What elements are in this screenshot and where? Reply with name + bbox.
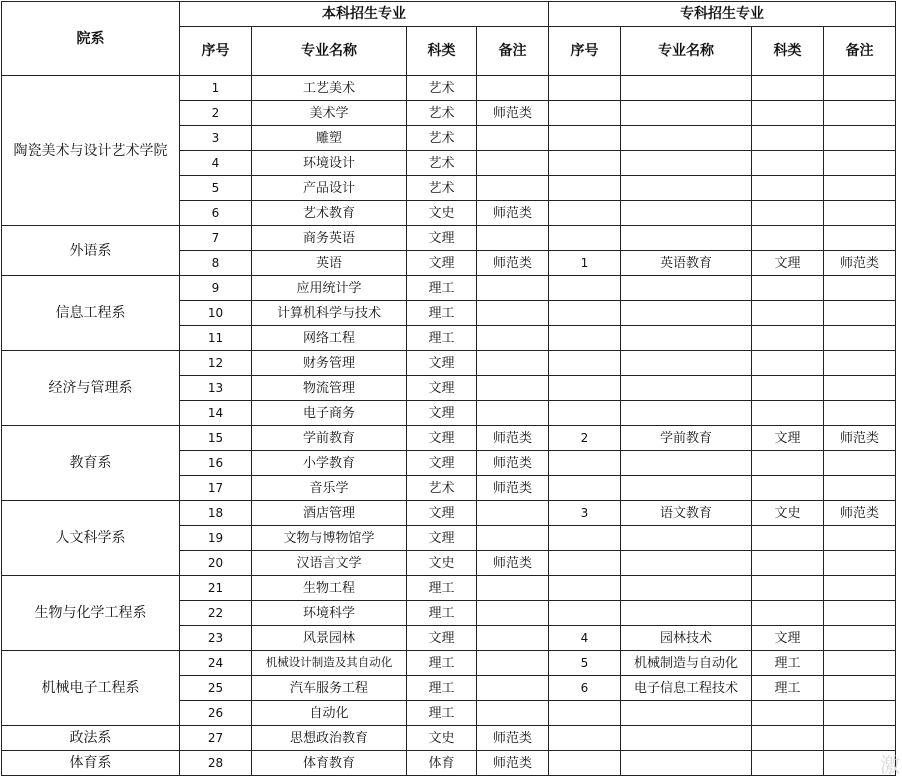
major-cell: 财务管理 — [252, 351, 407, 376]
remark-cell — [477, 276, 549, 301]
college-seq-cell: 3 — [549, 501, 621, 526]
major-cell: 机械设计制造及其自动化 — [252, 651, 407, 676]
college-category-cell — [752, 526, 824, 551]
college-remark-cell — [824, 651, 896, 676]
dept-header: 院系 — [2, 2, 180, 76]
major-cell: 电子商务 — [252, 401, 407, 426]
dept-cell: 机械电子工程系 — [2, 651, 180, 726]
college-remark-cell — [824, 626, 896, 651]
table-row — [2, 276, 896, 301]
college-category-header: 科类 — [752, 27, 824, 76]
undergrad-category-header: 科类 — [407, 27, 477, 76]
college-remark-cell — [824, 476, 896, 501]
major-cell: 思想政治教育 — [252, 726, 407, 751]
major-cell: 商务英语 — [252, 226, 407, 251]
college-major-cell: 学前教育 — [621, 426, 752, 451]
remark-cell — [477, 676, 549, 701]
college-category-cell — [752, 376, 824, 401]
category-cell: 文理 — [407, 251, 477, 276]
category-cell: 理工 — [407, 676, 477, 701]
college-remark-cell — [824, 76, 896, 101]
table-row — [2, 76, 896, 101]
seq-cell: 4 — [180, 151, 252, 176]
remark-cell — [477, 151, 549, 176]
college-category-cell — [752, 276, 824, 301]
college-remark-cell — [824, 401, 896, 426]
college-major-cell — [621, 76, 752, 101]
seq-cell: 12 — [180, 351, 252, 376]
college-remark-cell — [824, 601, 896, 626]
category-cell: 理工 — [407, 276, 477, 301]
category-cell: 文理 — [407, 376, 477, 401]
seq-cell: 28 — [180, 751, 252, 776]
remark-cell — [477, 501, 549, 526]
college-category-cell: 文理 — [752, 251, 824, 276]
college-category-cell — [752, 451, 824, 476]
remark-cell: 师范类 — [477, 101, 549, 126]
college-category-cell — [752, 126, 824, 151]
college-remark-header: 备注 — [824, 27, 896, 76]
remark-cell: 师范类 — [477, 551, 549, 576]
major-cell: 艺术教育 — [252, 201, 407, 226]
college-seq-cell: 5 — [549, 651, 621, 676]
seq-cell: 24 — [180, 651, 252, 676]
remark-cell: 师范类 — [477, 476, 549, 501]
college-seq-cell — [549, 476, 621, 501]
table-row — [2, 651, 896, 676]
college-remark-cell — [824, 176, 896, 201]
category-cell: 文理 — [407, 401, 477, 426]
college-remark-cell: 师范类 — [824, 426, 896, 451]
college-remark-cell: 师范类 — [824, 501, 896, 526]
college-remark-cell — [824, 276, 896, 301]
seq-cell: 14 — [180, 401, 252, 426]
college-category-cell — [752, 101, 824, 126]
seq-cell: 23 — [180, 626, 252, 651]
college-seq-cell — [549, 351, 621, 376]
remark-cell — [477, 76, 549, 101]
remark-cell: 师范类 — [477, 251, 549, 276]
college-seq-cell — [549, 301, 621, 326]
college-seq-cell — [549, 151, 621, 176]
college-major-cell — [621, 701, 752, 726]
remark-cell — [477, 326, 549, 351]
major-cell: 网络工程 — [252, 326, 407, 351]
college-category-cell — [752, 726, 824, 751]
college-category-cell — [752, 751, 824, 776]
seq-cell: 6 — [180, 201, 252, 226]
major-cell: 应用统计学 — [252, 276, 407, 301]
college-remark-cell — [824, 201, 896, 226]
college-seq-cell — [549, 376, 621, 401]
remark-cell — [477, 601, 549, 626]
remark-cell — [477, 526, 549, 551]
remark-cell: 师范类 — [477, 451, 549, 476]
college-remark-cell — [824, 301, 896, 326]
college-category-cell — [752, 551, 824, 576]
seq-cell: 20 — [180, 551, 252, 576]
seq-cell: 21 — [180, 576, 252, 601]
table-row — [2, 351, 896, 376]
watermark: 激 — [880, 753, 900, 777]
seq-cell: 25 — [180, 676, 252, 701]
category-cell: 文理 — [407, 226, 477, 251]
college-major-cell — [621, 751, 752, 776]
college-major-cell — [621, 451, 752, 476]
seq-cell: 3 — [180, 126, 252, 151]
major-cell: 生物工程 — [252, 576, 407, 601]
college-major-cell — [621, 201, 752, 226]
major-cell: 美术学 — [252, 101, 407, 126]
major-cell: 文物与博物馆学 — [252, 526, 407, 551]
table-row — [2, 576, 896, 601]
remark-cell — [477, 701, 549, 726]
undergrad-seq-header: 序号 — [180, 27, 252, 76]
college-remark-cell — [824, 351, 896, 376]
college-seq-cell — [549, 551, 621, 576]
college-major-cell — [621, 551, 752, 576]
category-cell: 理工 — [407, 576, 477, 601]
college-seq-cell — [549, 726, 621, 751]
major-cell: 酒店管理 — [252, 501, 407, 526]
college-category-cell: 文史 — [752, 501, 824, 526]
college-remark-cell — [824, 576, 896, 601]
major-cell: 工艺美术 — [252, 76, 407, 101]
college-seq-cell: 4 — [549, 626, 621, 651]
seq-cell: 18 — [180, 501, 252, 526]
college-seq-cell — [549, 126, 621, 151]
college-major-cell — [621, 576, 752, 601]
major-cell: 学前教育 — [252, 426, 407, 451]
dept-cell: 外语系 — [2, 226, 180, 276]
college-category-cell — [752, 201, 824, 226]
category-cell: 理工 — [407, 701, 477, 726]
seq-cell: 22 — [180, 601, 252, 626]
college-major-cell — [621, 226, 752, 251]
seq-cell: 8 — [180, 251, 252, 276]
table-row — [2, 726, 896, 751]
category-cell: 体育 — [407, 751, 477, 776]
table-row — [2, 751, 896, 776]
dept-cell: 生物与化学工程系 — [2, 576, 180, 651]
category-cell: 理工 — [407, 601, 477, 626]
major-cell: 物流管理 — [252, 376, 407, 401]
major-cell: 小学教育 — [252, 451, 407, 476]
college-category-cell — [752, 701, 824, 726]
college-major-cell — [621, 326, 752, 351]
college-seq-cell — [549, 601, 621, 626]
college-major-cell: 园林技术 — [621, 626, 752, 651]
undergrad-remark-header: 备注 — [477, 27, 549, 76]
table-row — [2, 426, 896, 451]
college-seq-cell — [549, 576, 621, 601]
remark-cell: 师范类 — [477, 726, 549, 751]
college-major-cell: 电子信息工程技术 — [621, 676, 752, 701]
college-major-cell — [621, 601, 752, 626]
category-cell: 文理 — [407, 351, 477, 376]
college-seq-cell — [549, 101, 621, 126]
college-major-cell — [621, 101, 752, 126]
college-category-cell — [752, 176, 824, 201]
college-category-cell — [752, 601, 824, 626]
college-remark-cell — [824, 326, 896, 351]
college-major-cell — [621, 376, 752, 401]
category-cell: 文理 — [407, 451, 477, 476]
college-category-cell — [752, 476, 824, 501]
major-cell: 风景园林 — [252, 626, 407, 651]
major-cell: 环境设计 — [252, 151, 407, 176]
dept-cell: 经济与管理系 — [2, 351, 180, 426]
college-category-cell — [752, 326, 824, 351]
college-remark-cell — [824, 726, 896, 751]
college-seq-cell: 6 — [549, 676, 621, 701]
category-cell: 理工 — [407, 301, 477, 326]
college-remark-cell — [824, 151, 896, 176]
college-major-cell: 语文教育 — [621, 501, 752, 526]
college-category-cell: 文理 — [752, 426, 824, 451]
college-seq-cell: 2 — [549, 426, 621, 451]
remark-cell — [477, 176, 549, 201]
major-cell: 环境科学 — [252, 601, 407, 626]
remark-cell — [477, 301, 549, 326]
category-cell: 理工 — [407, 651, 477, 676]
college-group-header: 专科招生专业 — [549, 2, 896, 27]
college-category-cell — [752, 151, 824, 176]
remark-cell — [477, 576, 549, 601]
college-major-cell — [621, 401, 752, 426]
college-category-cell — [752, 76, 824, 101]
category-cell: 艺术 — [407, 176, 477, 201]
seq-cell: 26 — [180, 701, 252, 726]
category-cell: 文史 — [407, 726, 477, 751]
college-major-cell — [621, 176, 752, 201]
college-seq-cell — [549, 326, 621, 351]
category-cell: 文史 — [407, 201, 477, 226]
college-remark-cell — [824, 226, 896, 251]
college-remark-cell — [824, 126, 896, 151]
college-major-cell — [621, 726, 752, 751]
category-cell: 文理 — [407, 501, 477, 526]
dept-cell: 陶瓷美术与设计艺术学院 — [2, 76, 180, 226]
college-major-cell — [621, 126, 752, 151]
category-cell: 文史 — [407, 551, 477, 576]
college-seq-cell: 1 — [549, 251, 621, 276]
undergrad-group-header: 本科招生专业 — [180, 2, 549, 27]
enrollment-table — [1, 1, 896, 776]
college-category-cell — [752, 576, 824, 601]
college-remark-cell — [824, 101, 896, 126]
college-remark-cell — [824, 676, 896, 701]
college-major-header: 专业名称 — [621, 27, 752, 76]
college-category-cell: 理工 — [752, 676, 824, 701]
major-cell: 产品设计 — [252, 176, 407, 201]
college-major-cell — [621, 301, 752, 326]
college-seq-header: 序号 — [549, 27, 621, 76]
remark-cell — [477, 126, 549, 151]
college-seq-cell — [549, 751, 621, 776]
college-category-cell — [752, 301, 824, 326]
seq-cell: 7 — [180, 226, 252, 251]
seq-cell: 9 — [180, 276, 252, 301]
category-cell: 文理 — [407, 626, 477, 651]
seq-cell: 1 — [180, 76, 252, 101]
college-seq-cell — [549, 401, 621, 426]
college-major-cell — [621, 276, 752, 301]
college-seq-cell — [549, 451, 621, 476]
major-cell: 体育教育 — [252, 751, 407, 776]
college-seq-cell — [549, 176, 621, 201]
college-seq-cell — [549, 76, 621, 101]
college-major-cell: 机械制造与自动化 — [621, 651, 752, 676]
remark-cell: 师范类 — [477, 201, 549, 226]
college-seq-cell — [549, 701, 621, 726]
college-remark-cell: 师范类 — [824, 251, 896, 276]
remark-cell — [477, 651, 549, 676]
category-cell: 艺术 — [407, 76, 477, 101]
seq-cell: 13 — [180, 376, 252, 401]
seq-cell: 11 — [180, 326, 252, 351]
category-cell: 艺术 — [407, 476, 477, 501]
category-cell: 文理 — [407, 426, 477, 451]
college-remark-cell — [824, 451, 896, 476]
college-major-cell — [621, 476, 752, 501]
category-cell: 艺术 — [407, 101, 477, 126]
remark-cell — [477, 351, 549, 376]
header-row-groups — [2, 2, 896, 27]
dept-cell: 体育系 — [2, 751, 180, 776]
category-cell: 文理 — [407, 526, 477, 551]
seq-cell: 17 — [180, 476, 252, 501]
seq-cell: 19 — [180, 526, 252, 551]
major-cell: 自动化 — [252, 701, 407, 726]
college-seq-cell — [549, 201, 621, 226]
college-remark-cell — [824, 376, 896, 401]
college-category-cell: 理工 — [752, 651, 824, 676]
seq-cell: 27 — [180, 726, 252, 751]
major-cell: 雕塑 — [252, 126, 407, 151]
college-major-cell — [621, 526, 752, 551]
college-remark-cell — [824, 526, 896, 551]
college-remark-cell — [824, 551, 896, 576]
remark-cell: 师范类 — [477, 426, 549, 451]
college-category-cell — [752, 351, 824, 376]
college-major-cell — [621, 151, 752, 176]
college-seq-cell — [549, 526, 621, 551]
table-row — [2, 226, 896, 251]
remark-cell — [477, 401, 549, 426]
major-cell: 计算机科学与技术 — [252, 301, 407, 326]
college-major-cell: 英语教育 — [621, 251, 752, 276]
dept-cell: 政法系 — [2, 726, 180, 751]
seq-cell: 10 — [180, 301, 252, 326]
remark-cell: 师范类 — [477, 751, 549, 776]
college-major-cell — [621, 351, 752, 376]
college-category-cell: 文理 — [752, 626, 824, 651]
seq-cell: 2 — [180, 101, 252, 126]
major-cell: 汉语言文学 — [252, 551, 407, 576]
seq-cell: 15 — [180, 426, 252, 451]
college-seq-cell — [549, 276, 621, 301]
undergrad-major-header: 专业名称 — [252, 27, 407, 76]
college-category-cell — [752, 401, 824, 426]
category-cell: 艺术 — [407, 151, 477, 176]
dept-cell: 教育系 — [2, 426, 180, 501]
seq-cell: 5 — [180, 176, 252, 201]
college-seq-cell — [549, 226, 621, 251]
remark-cell — [477, 226, 549, 251]
table-row — [2, 501, 896, 526]
major-cell: 汽车服务工程 — [252, 676, 407, 701]
college-remark-cell — [824, 701, 896, 726]
college-category-cell — [752, 226, 824, 251]
remark-cell — [477, 376, 549, 401]
dept-cell: 人文科学系 — [2, 501, 180, 576]
seq-cell: 16 — [180, 451, 252, 476]
remark-cell — [477, 626, 549, 651]
major-cell: 音乐学 — [252, 476, 407, 501]
dept-cell: 信息工程系 — [2, 276, 180, 351]
category-cell: 艺术 — [407, 126, 477, 151]
category-cell: 理工 — [407, 326, 477, 351]
major-cell: 英语 — [252, 251, 407, 276]
